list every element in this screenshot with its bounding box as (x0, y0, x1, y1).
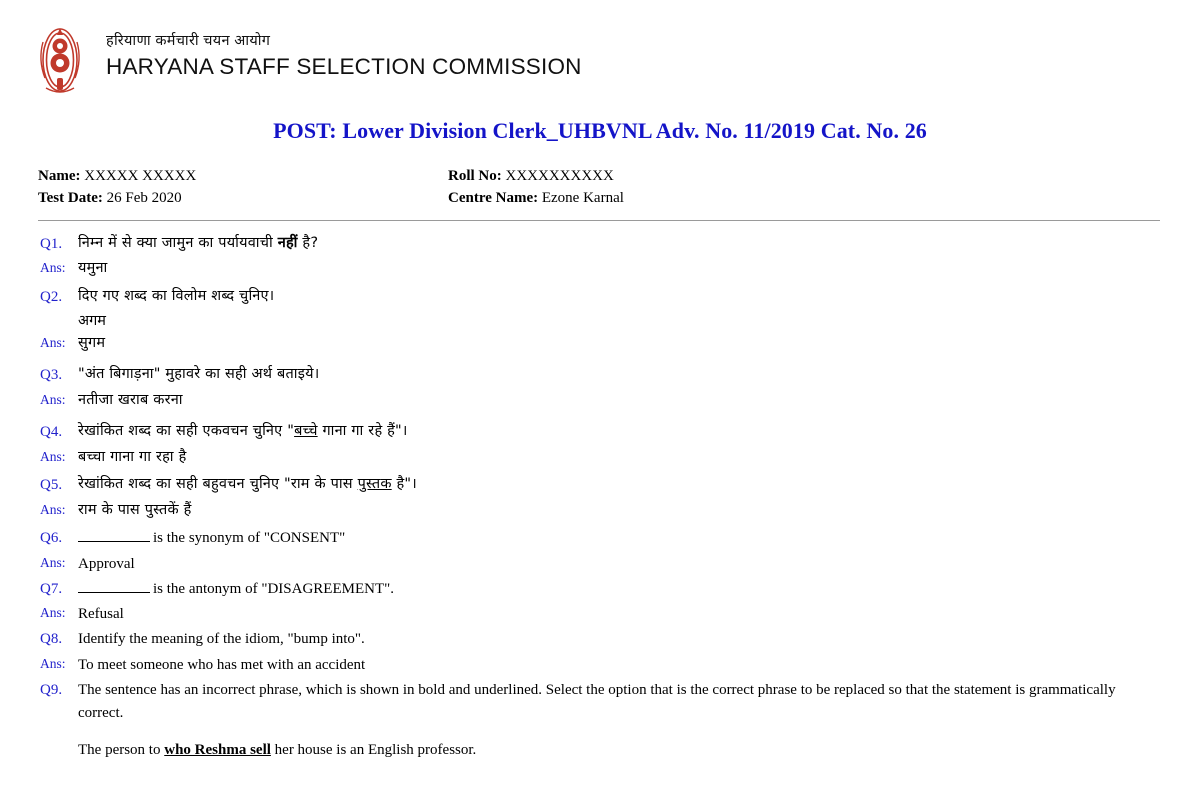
question-text-q7-tail: is the antonym of "DISAGREEMENT". (153, 580, 394, 597)
question-label-q5: Q5. (40, 477, 63, 494)
test-date-label: Test Date: (38, 189, 103, 206)
question-text-q1: निम्न में से क्या जामुन का पर्यायवाची नहीं है? (78, 234, 319, 251)
answer-text-q2: सुगम (78, 334, 106, 351)
question-label-q8: Q8. (40, 631, 63, 648)
answer-label-q1: Ans: (40, 259, 66, 275)
question-row (40, 233, 1160, 256)
answer-label-q7: Ans: (40, 605, 66, 620)
answer-text-q3: नतीजा खराब करना (78, 391, 183, 408)
question-label-q1: Q1. (40, 235, 63, 252)
q9-sub-bold: who Reshma sell (164, 742, 271, 759)
roll-no-line (448, 166, 624, 188)
answer-row (40, 603, 1160, 626)
question-text-q2: दिए गए शब्द का विलोम शब्द चुनिए। (78, 287, 275, 304)
question-label-q7: Q7. (40, 580, 63, 597)
question-subtext-q2: अगम (78, 312, 106, 329)
question-text-q5: रेखांकित शब्द का सही बहुवचन चुनिए "राम के पास पुस्तक है"। (78, 476, 417, 493)
answer-row (40, 333, 1160, 355)
document-header (0, 0, 1200, 98)
question-row (40, 474, 1160, 497)
name-value: XXXXX XXXXX (84, 168, 197, 184)
question-text-q7 (78, 578, 1160, 601)
answer-text-q8: To meet someone who has met with an accident (78, 656, 366, 673)
answer-label-q6: Ans: (40, 554, 66, 570)
question-text-q4: रेखांकित शब्द का सही एकवचन चुनिए "बच्चे गाना गा रहे हैं"। (78, 423, 408, 440)
answer-row (40, 258, 1160, 280)
question-label-q2: Q2. (40, 288, 63, 305)
question-label-q4: Q4. (40, 424, 63, 441)
blank-line (78, 592, 150, 593)
candidate-info (0, 166, 1200, 210)
centre-name-line (448, 188, 624, 210)
answer-row (40, 500, 1160, 522)
answer-label-q8: Ans: (40, 655, 66, 671)
question-text-q6-tail: is the synonym of "CONSENT" (153, 530, 346, 547)
answer-text-q6: Approval (78, 555, 135, 572)
question-row (40, 421, 1160, 444)
q9-sub-prefix: The person to (78, 742, 165, 759)
question-row (40, 628, 1160, 651)
question-row (40, 364, 1160, 387)
answer-label-q4: Ans: (40, 448, 66, 464)
question-text-q8: Identify the meaning of the idiom, "bump into". (78, 631, 365, 648)
test-date-value: 26 Feb 2020 (106, 189, 182, 206)
question-text-q9: The sentence has an incorrect phrase, which is shown in bold and underlined. Select the option that is the correct phrase to be replaced so that the statement is grammatically correct. (78, 681, 1116, 721)
name-label: Name: (38, 168, 81, 184)
test-date-line (38, 188, 448, 210)
question-label-q9: Q9. (40, 681, 63, 698)
question-row (40, 679, 1160, 726)
answer-row (40, 553, 1160, 576)
answer-row (40, 447, 1160, 469)
organization-name-block (106, 22, 582, 80)
question-row (40, 527, 1160, 550)
centre-label: Centre Name: (448, 189, 539, 206)
org-name-hindi: हरियाणा कर्मचारी चयन आयोग (106, 33, 271, 49)
answer-text-q5: राम के पास पुस्तकें हैं (78, 501, 192, 518)
answer-text-q7: Refusal (78, 606, 124, 622)
answer-row (40, 390, 1160, 412)
header-divider (38, 220, 1160, 221)
answer-row (40, 654, 1160, 677)
answer-text-q1: यमुना (78, 259, 108, 276)
question-answer-list (0, 233, 1200, 762)
answer-label-q2: Ans: (40, 334, 66, 350)
question-label-q6: Q6. (40, 530, 63, 547)
centre-value: Ezone Karnal (541, 189, 624, 206)
blank-line (78, 541, 150, 542)
question-label-q3: Q3. (40, 367, 63, 384)
q9-sub-suffix: her house is an English professor. (270, 742, 477, 759)
org-name-english: HARYANA STAFF SELECTION COMMISSION (106, 53, 582, 79)
answer-label-q3: Ans: (40, 391, 66, 407)
question-text-q3: "अंत बिगाड़ना" मुहावरे का सही अर्थ बताइये। (78, 366, 320, 383)
answer-label-q5: Ans: (40, 501, 66, 517)
question-subtext-q9 (40, 739, 1160, 762)
question-row (40, 578, 1160, 601)
question-text-q6 (78, 527, 1160, 550)
haryana-emblem-icon (30, 22, 90, 98)
roll-no-value: XXXXXXXXXX (505, 168, 614, 184)
candidate-name-line (38, 166, 448, 188)
question-row (40, 286, 1160, 309)
page-title: POST: Lower Division Clerk_UHBVNL Adv. No. 11/2019 Cat. No. 26 (273, 118, 927, 143)
roll-no-label: Roll No: (448, 168, 502, 184)
answer-text-q4: बच्चा गाना गा रहा है (78, 448, 187, 465)
